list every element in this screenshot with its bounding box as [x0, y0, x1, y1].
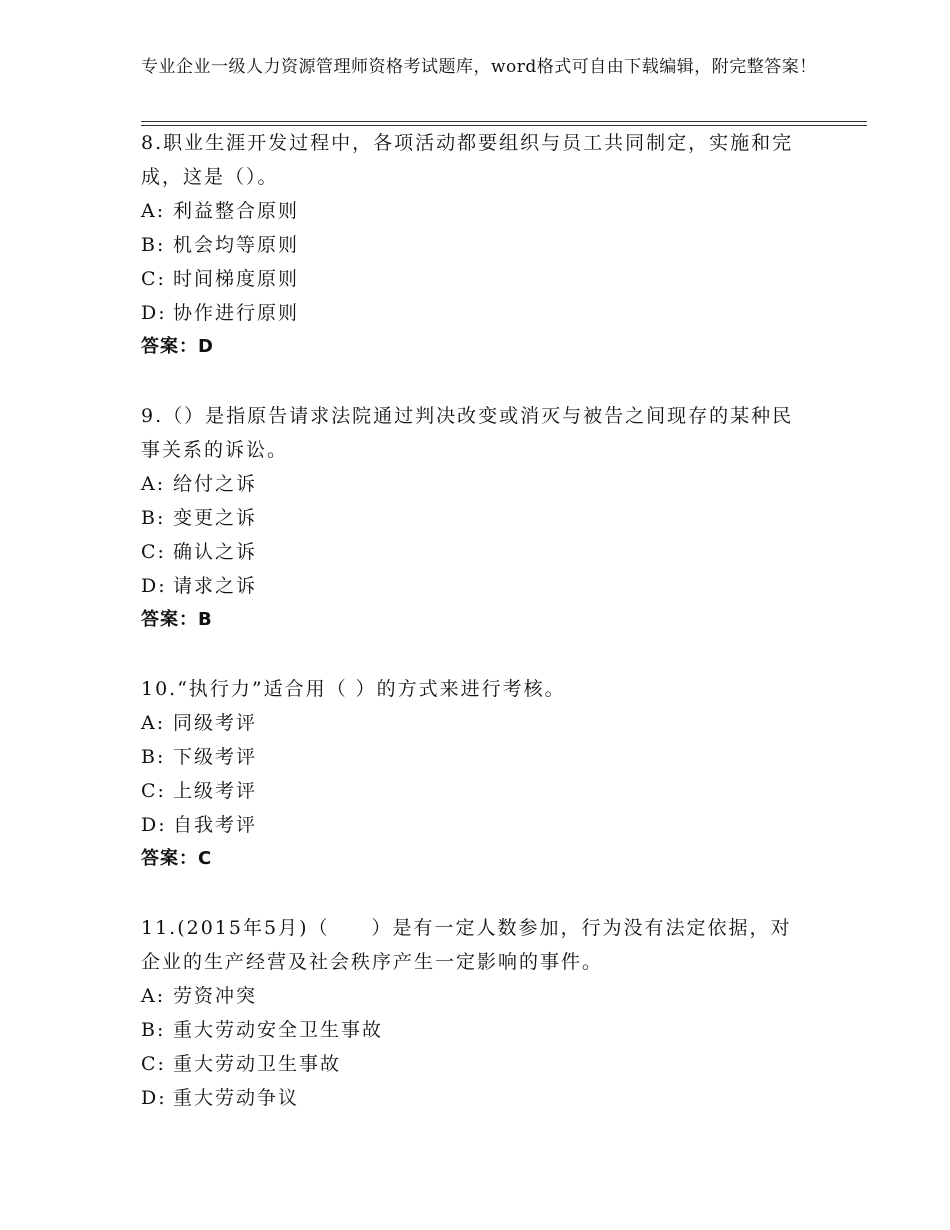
- option-text: 机会均等原则: [173, 234, 300, 256]
- question-9: [141, 399, 811, 637]
- answer-line: 答案：C: [141, 848, 213, 869]
- option-text: 请求之诉: [173, 575, 258, 597]
- document-header: 专业企业一级人力资源管理师资格考试题库，word格式可自由下载编辑，附完整答案！: [141, 57, 817, 77]
- option-text: 协作进行原则: [173, 302, 300, 324]
- option-c: [141, 774, 811, 808]
- option-b: [141, 501, 811, 535]
- option-text: 重大劳动争议: [173, 1087, 300, 1109]
- option-letter: B:: [141, 507, 166, 529]
- option-letter: A:: [141, 985, 166, 1007]
- option-text: 时间梯度原则: [173, 268, 300, 290]
- option-c: [141, 535, 811, 569]
- option-d: [141, 1081, 811, 1115]
- option-letter: D:: [141, 575, 167, 597]
- option-d: [141, 296, 811, 330]
- question-stem: 11.(2015年5月)（ ）是有一定人数参加，行为没有法定依据，对企业的生产经营及社会秩序产生一定影响的事件。: [141, 917, 792, 973]
- option-b: [141, 1013, 811, 1047]
- option-letter: D:: [141, 814, 167, 836]
- option-b: [141, 228, 811, 262]
- option-a: [141, 194, 811, 228]
- question-8: [141, 126, 811, 364]
- option-text: 重大劳动卫生事故: [173, 1053, 342, 1075]
- question-10: [141, 672, 811, 876]
- option-letter: D:: [141, 1087, 167, 1109]
- option-letter: A:: [141, 712, 166, 734]
- option-text: 同级考评: [173, 712, 258, 734]
- option-a: [141, 706, 811, 740]
- option-letter: D:: [141, 302, 167, 324]
- option-letter: B:: [141, 234, 166, 256]
- option-d: [141, 569, 811, 603]
- question-stem: 10.“执行力”适合用（ ）的方式来进行考核。: [141, 678, 566, 700]
- option-text: 劳资冲突: [173, 985, 258, 1007]
- option-letter: B:: [141, 1019, 166, 1041]
- option-letter: A:: [141, 473, 166, 495]
- answer-line: 答案：D: [141, 336, 214, 357]
- option-letter: C:: [141, 780, 166, 802]
- option-text: 确认之诉: [173, 541, 258, 563]
- option-letter: C:: [141, 268, 166, 290]
- option-a: [141, 467, 811, 501]
- option-text: 自我考评: [173, 814, 258, 836]
- option-a: [141, 979, 811, 1013]
- question-stem: 8.职业生涯开发过程中，各项活动都要组织与员工共同制定，实施和完成，这是（）。: [141, 132, 794, 188]
- question-11: [141, 911, 811, 1115]
- option-text: 给付之诉: [173, 473, 258, 495]
- option-letter: C:: [141, 1053, 166, 1075]
- question-stem: 9.（）是指原告请求法院通过判决改变或消灭与被告之间现存的某种民事关系的诉讼。: [141, 405, 794, 461]
- option-text: 变更之诉: [173, 507, 258, 529]
- option-letter: B:: [141, 746, 166, 768]
- option-letter: C:: [141, 541, 166, 563]
- option-letter: A:: [141, 200, 166, 222]
- option-b: [141, 740, 811, 774]
- option-c: [141, 262, 811, 296]
- option-text: 上级考评: [173, 780, 258, 802]
- option-c: [141, 1047, 811, 1081]
- option-text: 下级考评: [173, 746, 258, 768]
- option-text: 利益整合原则: [173, 200, 300, 222]
- option-d: [141, 808, 811, 842]
- answer-line: 答案：B: [141, 609, 213, 630]
- option-text: 重大劳动安全卫生事故: [173, 1019, 384, 1041]
